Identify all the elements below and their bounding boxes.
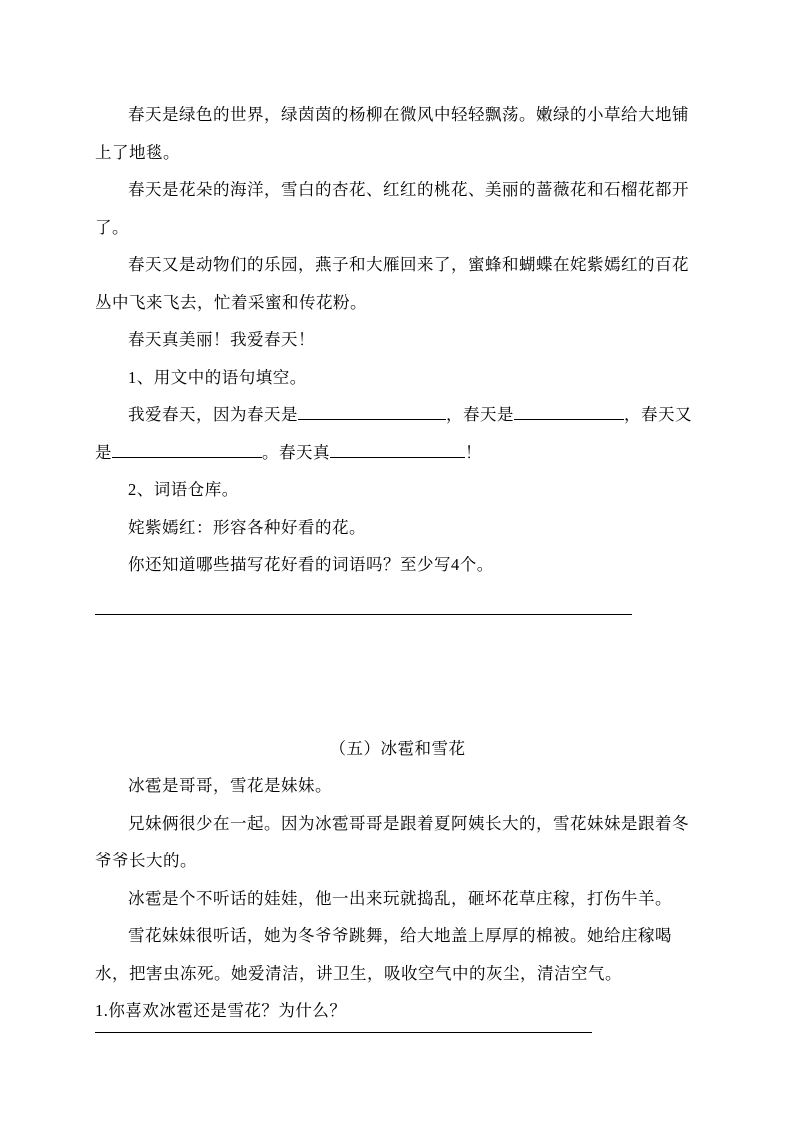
question-1-label: 1、用文中的语句填空。 [128,367,307,387]
spring-paragraph-4: 春天真美丽！我爱春天！ [128,330,315,349]
fill-text-2a: 是 [95,442,112,462]
spring-paragraph-2: 春天是花朵的海洋，雪白的杏花、红红的桃花、美丽的蔷薇花和石榴花都开了。 [95,180,689,237]
fill-blank-line-1 [95,396,700,434]
fill-text-1b: ，春天是 [446,405,514,424]
fill-text-2c: ！ [465,442,482,462]
blank-underline-2 [514,403,624,421]
question-2-label: 2、词语仓库。 [128,480,239,499]
blank-underline-1 [298,403,446,421]
hail-paragraph-4: 雪花妹妹很听话，她为冬爷爷跳舞，给大地盖上厚厚的棉被。她给庄稼喝水，把害虫冻死。她爱清洁，讲卫生，吸收空气中的灰尘，清洁空气。 [95,926,672,983]
spring-paragraph-1: 春天是绿色的世界，绿茵茵的杨柳在微风中轻轻飘荡。嫩绿的小草给大地铺上了地毯。 [95,105,689,162]
answer-line-1 [95,614,632,615]
fill-blank-line-2 [95,434,700,472]
section-spring [95,96,700,615]
hail-paragraph-3: 冰雹是个不听话的娃娃，他一出来玩就捣乱，砸坏花草庄稼，打伤牛羊。 [128,888,672,908]
word-prompt: 你还知道哪些描写花好看的词语吗？至少写4个。 [128,555,494,574]
word-definition: 姹紫嫣红：形容各种好看的花。 [128,517,366,537]
section-title: （五）冰雹和雪花 [329,738,466,758]
answer-line-2 [95,1032,592,1033]
section-hail-snow [95,730,700,1033]
hail-paragraph-1: 冰雹是哥哥，雪花是妹妹。 [128,776,332,795]
fill-text-1a: 我爱春天，因为春天是 [128,405,298,424]
hail-question: 1.你喜欢冰雹还是雪花？为什么？ [95,1001,347,1020]
spring-paragraph-3: 春天又是动物们的乐园，燕子和大雁回来了，蜜蜂和蝴蝶在姹紫嫣红的百花丛中飞来飞去，忙着采蜜和传花粉。 [95,255,689,312]
hail-paragraph-2: 兄妹俩很少在一起。因为冰雹哥哥是跟着夏阿姨长大的，雪花妹妹是跟着冬爷爷长大的。 [95,813,689,870]
blank-underline-4 [330,440,465,458]
fill-text-2b: 。春天真 [262,442,330,462]
fill-text-1c: ，春天又 [624,405,692,424]
blank-underline-3 [112,440,262,458]
